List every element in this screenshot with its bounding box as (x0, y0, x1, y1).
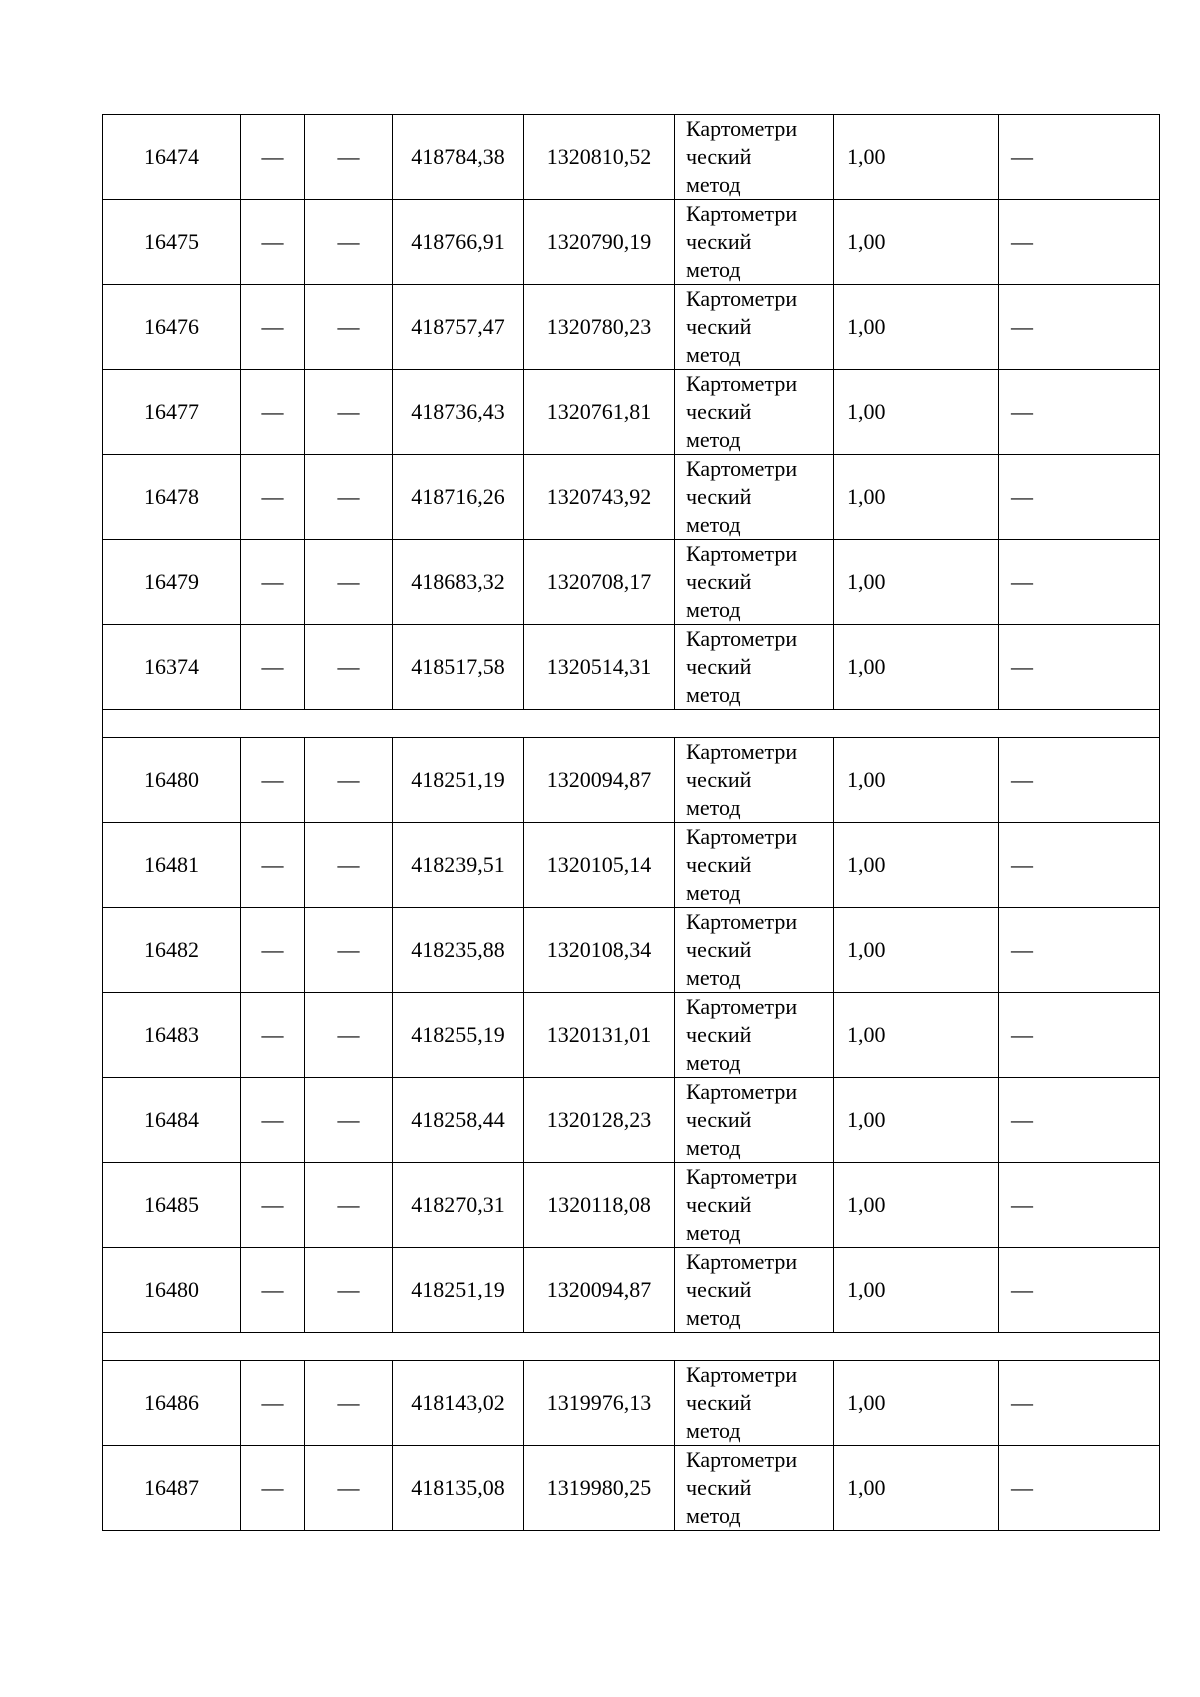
method-line: Картометри (686, 1249, 798, 1274)
method-line: метод (686, 880, 741, 905)
method-line: ческий (686, 1107, 752, 1132)
method-line: ческий (686, 569, 752, 594)
y-coordinate-cell: 1320118,08 (524, 1163, 675, 1248)
point-number-cell: 16374 (103, 625, 241, 710)
y-coordinate-cell: 1320780,23 (524, 285, 675, 370)
point-number-cell: 16479 (103, 540, 241, 625)
method-line: ческий (686, 314, 752, 339)
method-cell (675, 285, 834, 370)
y-coordinate-cell: 1320105,14 (524, 823, 675, 908)
method-line: Картометри (686, 1164, 798, 1189)
method-line: ческий (686, 144, 752, 169)
method-cell (675, 370, 834, 455)
method-line: метод (686, 1135, 741, 1160)
point-number-cell: 16484 (103, 1078, 241, 1163)
y-coordinate-cell: 1320131,01 (524, 993, 675, 1078)
method-line: Картометри (686, 201, 798, 226)
y-coordinate-cell: 1320708,17 (524, 540, 675, 625)
accuracy-cell: 1,00 (834, 738, 999, 823)
y-coordinate-cell: 1320514,31 (524, 625, 675, 710)
method-line: метод (686, 342, 741, 367)
x-coordinate-cell: 418255,19 (393, 993, 524, 1078)
x-coordinate-cell: 418757,47 (393, 285, 524, 370)
method-line: метод (686, 1305, 741, 1330)
method-line: Картометри (686, 286, 798, 311)
table-row (103, 115, 1160, 200)
x-coordinate-cell: 418135,08 (393, 1446, 524, 1531)
column-2-cell: — (241, 1248, 305, 1333)
x-coordinate-cell: 418270,31 (393, 1163, 524, 1248)
x-coordinate-cell: 418766,91 (393, 200, 524, 285)
column-2-cell: — (241, 993, 305, 1078)
accuracy-cell: 1,00 (834, 1248, 999, 1333)
column-2-cell: — (241, 625, 305, 710)
column-2-cell: — (241, 823, 305, 908)
column-3-cell: — (305, 738, 393, 823)
table-row (103, 625, 1160, 710)
method-line: Картометри (686, 541, 798, 566)
table-row (103, 1248, 1160, 1333)
accuracy-cell: 1,00 (834, 370, 999, 455)
x-coordinate-cell: 418258,44 (393, 1078, 524, 1163)
method-line: Картометри (686, 116, 798, 141)
method-line: Картометри (686, 456, 798, 481)
method-line: ческий (686, 1192, 752, 1217)
y-coordinate-cell: 1320094,87 (524, 1248, 675, 1333)
y-coordinate-cell: 1319980,25 (524, 1446, 675, 1531)
point-number-cell: 16480 (103, 1248, 241, 1333)
column-3-cell: — (305, 908, 393, 993)
point-number-cell: 16478 (103, 455, 241, 540)
table-row (103, 540, 1160, 625)
method-line: метод (686, 1503, 741, 1528)
accuracy-cell: 1,00 (834, 1163, 999, 1248)
method-line: метод (686, 597, 741, 622)
x-coordinate-cell: 418251,19 (393, 738, 524, 823)
accuracy-cell: 1,00 (834, 1078, 999, 1163)
table-row (103, 285, 1160, 370)
column-3-cell: — (305, 285, 393, 370)
y-coordinate-cell: 1320128,23 (524, 1078, 675, 1163)
separator-cell (103, 1333, 1160, 1361)
column-2-cell: — (241, 1361, 305, 1446)
table-body (103, 115, 1160, 1531)
method-line: метод (686, 965, 741, 990)
method-line: метод (686, 512, 741, 537)
point-number-cell: 16486 (103, 1361, 241, 1446)
method-line: ческий (686, 399, 752, 424)
column-3-cell: — (305, 370, 393, 455)
method-cell (675, 1361, 834, 1446)
column-3-cell: — (305, 115, 393, 200)
method-line: Картометри (686, 909, 798, 934)
accuracy-cell: 1,00 (834, 455, 999, 540)
description-cell: — (999, 738, 1160, 823)
method-cell (675, 738, 834, 823)
column-3-cell: — (305, 200, 393, 285)
method-line: метод (686, 257, 741, 282)
method-cell (675, 908, 834, 993)
y-coordinate-cell: 1320094,87 (524, 738, 675, 823)
method-cell (675, 625, 834, 710)
point-number-cell: 16483 (103, 993, 241, 1078)
method-line: Картометри (686, 1362, 798, 1387)
accuracy-cell: 1,00 (834, 823, 999, 908)
method-cell (675, 540, 834, 625)
y-coordinate-cell: 1320743,92 (524, 455, 675, 540)
point-number-cell: 16487 (103, 1446, 241, 1531)
column-2-cell: — (241, 540, 305, 625)
method-line: Картометри (686, 1079, 798, 1104)
point-number-cell: 16477 (103, 370, 241, 455)
column-2-cell: — (241, 285, 305, 370)
separator-row (103, 1333, 1160, 1361)
method-line: ческий (686, 484, 752, 509)
x-coordinate-cell: 418517,58 (393, 625, 524, 710)
method-line: ческий (686, 229, 752, 254)
accuracy-cell: 1,00 (834, 1361, 999, 1446)
table-row (103, 200, 1160, 285)
column-3-cell: — (305, 1078, 393, 1163)
y-coordinate-cell: 1319976,13 (524, 1361, 675, 1446)
column-2-cell: — (241, 908, 305, 993)
description-cell: — (999, 540, 1160, 625)
method-line: Картометри (686, 1447, 798, 1472)
accuracy-cell: 1,00 (834, 908, 999, 993)
method-line: ческий (686, 654, 752, 679)
description-cell: — (999, 370, 1160, 455)
method-line: метод (686, 682, 741, 707)
x-coordinate-cell: 418235,88 (393, 908, 524, 993)
column-2-cell: — (241, 200, 305, 285)
description-cell: — (999, 823, 1160, 908)
column-3-cell: — (305, 823, 393, 908)
method-line: Картометри (686, 824, 798, 849)
method-line: метод (686, 1220, 741, 1245)
point-number-cell: 16482 (103, 908, 241, 993)
method-cell (675, 1248, 834, 1333)
accuracy-cell: 1,00 (834, 285, 999, 370)
table-row (103, 1078, 1160, 1163)
method-line: ческий (686, 1475, 752, 1500)
column-3-cell: — (305, 1361, 393, 1446)
point-number-cell: 16481 (103, 823, 241, 908)
x-coordinate-cell: 418736,43 (393, 370, 524, 455)
point-number-cell: 16480 (103, 738, 241, 823)
x-coordinate-cell: 418143,02 (393, 1361, 524, 1446)
point-number-cell: 16474 (103, 115, 241, 200)
table-row (103, 1163, 1160, 1248)
method-cell (675, 1078, 834, 1163)
column-3-cell: — (305, 1163, 393, 1248)
description-cell: — (999, 993, 1160, 1078)
point-number-cell: 16485 (103, 1163, 241, 1248)
column-2-cell: — (241, 1078, 305, 1163)
y-coordinate-cell: 1320810,52 (524, 115, 675, 200)
column-3-cell: — (305, 455, 393, 540)
table-row (103, 823, 1160, 908)
table-row (103, 370, 1160, 455)
column-2-cell: — (241, 115, 305, 200)
description-cell: — (999, 1248, 1160, 1333)
description-cell: — (999, 625, 1160, 710)
column-3-cell: — (305, 993, 393, 1078)
method-cell (675, 1446, 834, 1531)
description-cell: — (999, 1163, 1160, 1248)
method-line: ческий (686, 767, 752, 792)
separator-cell (103, 710, 1160, 738)
table-row (103, 1361, 1160, 1446)
description-cell: — (999, 115, 1160, 200)
separator-row (103, 710, 1160, 738)
method-line: ческий (686, 1277, 752, 1302)
method-cell (675, 200, 834, 285)
method-cell (675, 455, 834, 540)
column-3-cell: — (305, 625, 393, 710)
description-cell: — (999, 285, 1160, 370)
method-line: ческий (686, 1390, 752, 1415)
method-line: метод (686, 1418, 741, 1443)
description-cell: — (999, 1361, 1160, 1446)
method-line: Картометри (686, 626, 798, 651)
method-line: метод (686, 427, 741, 452)
method-cell (675, 115, 834, 200)
description-cell: — (999, 908, 1160, 993)
column-2-cell: — (241, 1163, 305, 1248)
y-coordinate-cell: 1320108,34 (524, 908, 675, 993)
column-3-cell: — (305, 540, 393, 625)
table-row (103, 1446, 1160, 1531)
accuracy-cell: 1,00 (834, 115, 999, 200)
x-coordinate-cell: 418251,19 (393, 1248, 524, 1333)
method-line: метод (686, 795, 741, 820)
point-number-cell: 16476 (103, 285, 241, 370)
coordinates-table (102, 114, 1160, 1531)
x-coordinate-cell: 418716,26 (393, 455, 524, 540)
table-row (103, 908, 1160, 993)
method-line: ческий (686, 852, 752, 877)
x-coordinate-cell: 418683,32 (393, 540, 524, 625)
accuracy-cell: 1,00 (834, 993, 999, 1078)
method-line: Картометри (686, 371, 798, 396)
point-number-cell: 16475 (103, 200, 241, 285)
description-cell: — (999, 1446, 1160, 1531)
table-row (103, 993, 1160, 1078)
column-2-cell: — (241, 370, 305, 455)
y-coordinate-cell: 1320761,81 (524, 370, 675, 455)
x-coordinate-cell: 418239,51 (393, 823, 524, 908)
accuracy-cell: 1,00 (834, 200, 999, 285)
method-line: ческий (686, 1022, 752, 1047)
column-3-cell: — (305, 1248, 393, 1333)
method-line: ческий (686, 937, 752, 962)
accuracy-cell: 1,00 (834, 540, 999, 625)
description-cell: — (999, 455, 1160, 540)
method-line: Картометри (686, 739, 798, 764)
method-cell (675, 993, 834, 1078)
description-cell: — (999, 200, 1160, 285)
column-2-cell: — (241, 455, 305, 540)
column-2-cell: — (241, 738, 305, 823)
method-line: Картометри (686, 994, 798, 1019)
description-cell: — (999, 1078, 1160, 1163)
method-cell (675, 1163, 834, 1248)
column-2-cell: — (241, 1446, 305, 1531)
column-3-cell: — (305, 1446, 393, 1531)
accuracy-cell: 1,00 (834, 625, 999, 710)
table-row (103, 738, 1160, 823)
method-cell (675, 823, 834, 908)
method-line: метод (686, 1050, 741, 1075)
table-row (103, 455, 1160, 540)
y-coordinate-cell: 1320790,19 (524, 200, 675, 285)
accuracy-cell: 1,00 (834, 1446, 999, 1531)
method-line: метод (686, 172, 741, 197)
x-coordinate-cell: 418784,38 (393, 115, 524, 200)
